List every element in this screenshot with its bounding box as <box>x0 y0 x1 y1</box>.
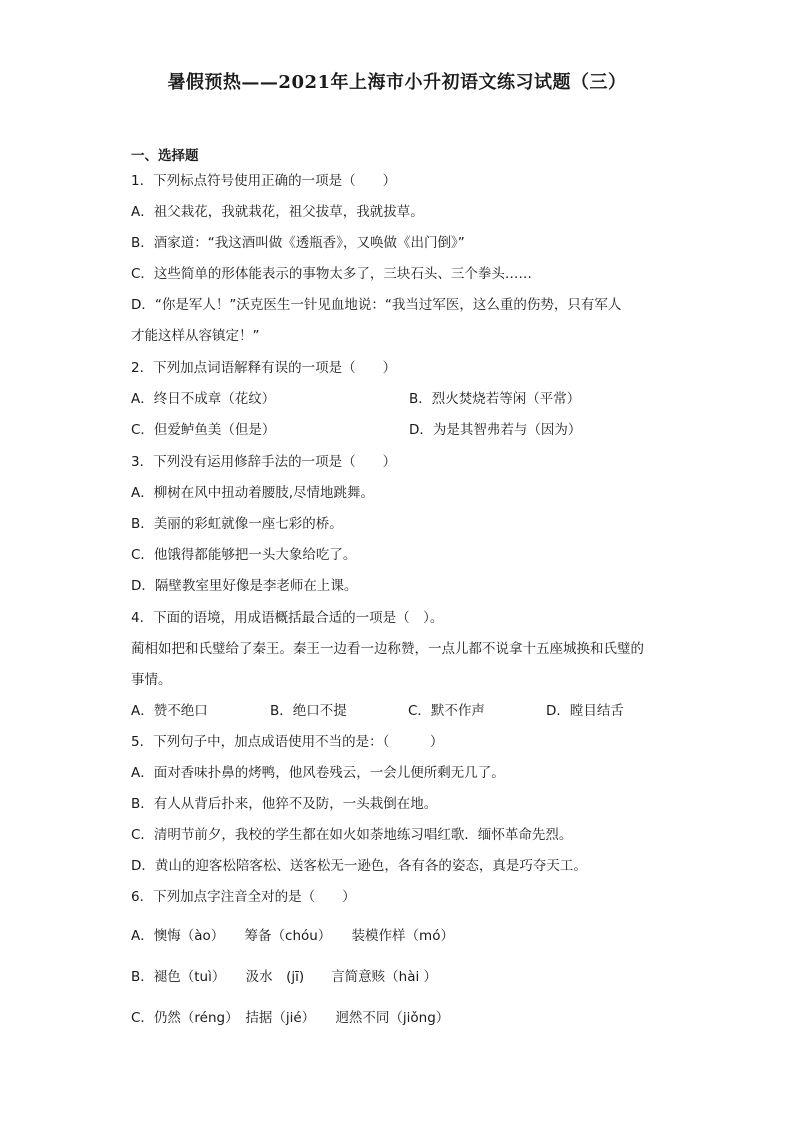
q3-option-d: D．隔壁教室里好像是李老师在上课。 <box>131 578 358 594</box>
q4-context-cont: 事情。 <box>131 672 172 688</box>
q6-stem: 6．下列加点字注音全对的是（ ） <box>131 889 356 905</box>
q5-stem: 5．下列句子中，加点成语使用不当的是：（ ） <box>131 734 444 750</box>
q1-option-a: A．祖父栽花，我就栽花，祖父拔草，我就拔草。 <box>131 204 424 220</box>
q6-option-c: C．仍然（réng） 拮据（jié） 迥然不同（jiǒng） <box>131 1010 450 1026</box>
q5-option-d: D．黄山的迎客松陪客松、送客松无一逊色，各有各的姿态，真是巧夺天工。 <box>131 858 587 874</box>
q4-option-b: B．绝口不提 <box>270 703 347 719</box>
q1-option-c: C．这些简单的形体能表示的事物太多了，三块石头、三个拳头…… <box>131 266 532 282</box>
q5-option-b: B．有人从背后扑来，他猝不及防，一头栽倒在地。 <box>131 796 438 812</box>
q4-context: 蔺相如把和氏璧给了秦王。秦王一边看一边称赞，一点儿都不说拿十五座城换和氏璧的 <box>131 641 644 657</box>
q6-option-a: A．懊悔（ào） 筹备（chóu） 装模作样（mó） <box>131 928 454 944</box>
q4-option-a: A．赞不绝口 <box>131 703 208 719</box>
q3-stem: 3．下列没有运用修辞手法的一项是（ ） <box>131 454 397 470</box>
q5-option-a: A．面对香味扑鼻的烤鸭，他风卷残云，一会儿便所剩无几了。 <box>131 765 505 781</box>
q2-option-a: A．终日不成章（花纹） <box>131 391 276 407</box>
q4-option-c: C．默不作声 <box>408 703 485 719</box>
q2-stem: 2．下列加点词语解释有误的一项是（ ） <box>131 360 397 376</box>
q6-option-b: B．褪色（tuì） 汲水 (jī) 言简意赅（hài ） <box>131 969 438 985</box>
q1-stem: 1．下列标点符号使用正确的一项是（ ） <box>131 173 397 189</box>
q3-option-b: B．美丽的彩虹就像一座七彩的桥。 <box>131 516 343 532</box>
q1-option-b: B．酒家道：“我这酒叫做《透瓶香》，又唤做《出门倒》” <box>131 235 465 251</box>
q4-stem: 4．下面的语境，用成语概括最合适的一项是（ ）。 <box>131 610 444 626</box>
q4-option-d: D．瞠目结舌 <box>546 703 624 719</box>
q2-option-c: C．但爱鲈鱼美（但是） <box>131 422 276 438</box>
exam-title: 暑假预热——2021年上海市小升初语文练习试题（三） <box>167 72 627 93</box>
q3-option-c: C．他饿得都能够把一头大象给吃了。 <box>131 547 357 563</box>
q2-option-b: B．烈火焚烧若等闲（平常） <box>409 391 581 407</box>
section-heading: 一、选择题 <box>131 148 199 164</box>
q5-option-c: C．清明节前夕，我校的学生都在如火如荼地练习唱红歌．缅怀革命先烈。 <box>131 827 573 843</box>
q3-option-a: A．柳树在风中扭动着腰肢,尽情地跳舞。 <box>131 485 375 501</box>
q2-option-d: D．为是其智弗若与（因为） <box>409 422 582 438</box>
q1-option-d-cont: 才能这样从容镇定！” <box>131 328 260 344</box>
q1-option-d: D．“你是军人！”沃克医生一针见血地说：“我当过军医，这么重的伤势，只有军人 <box>131 297 622 313</box>
